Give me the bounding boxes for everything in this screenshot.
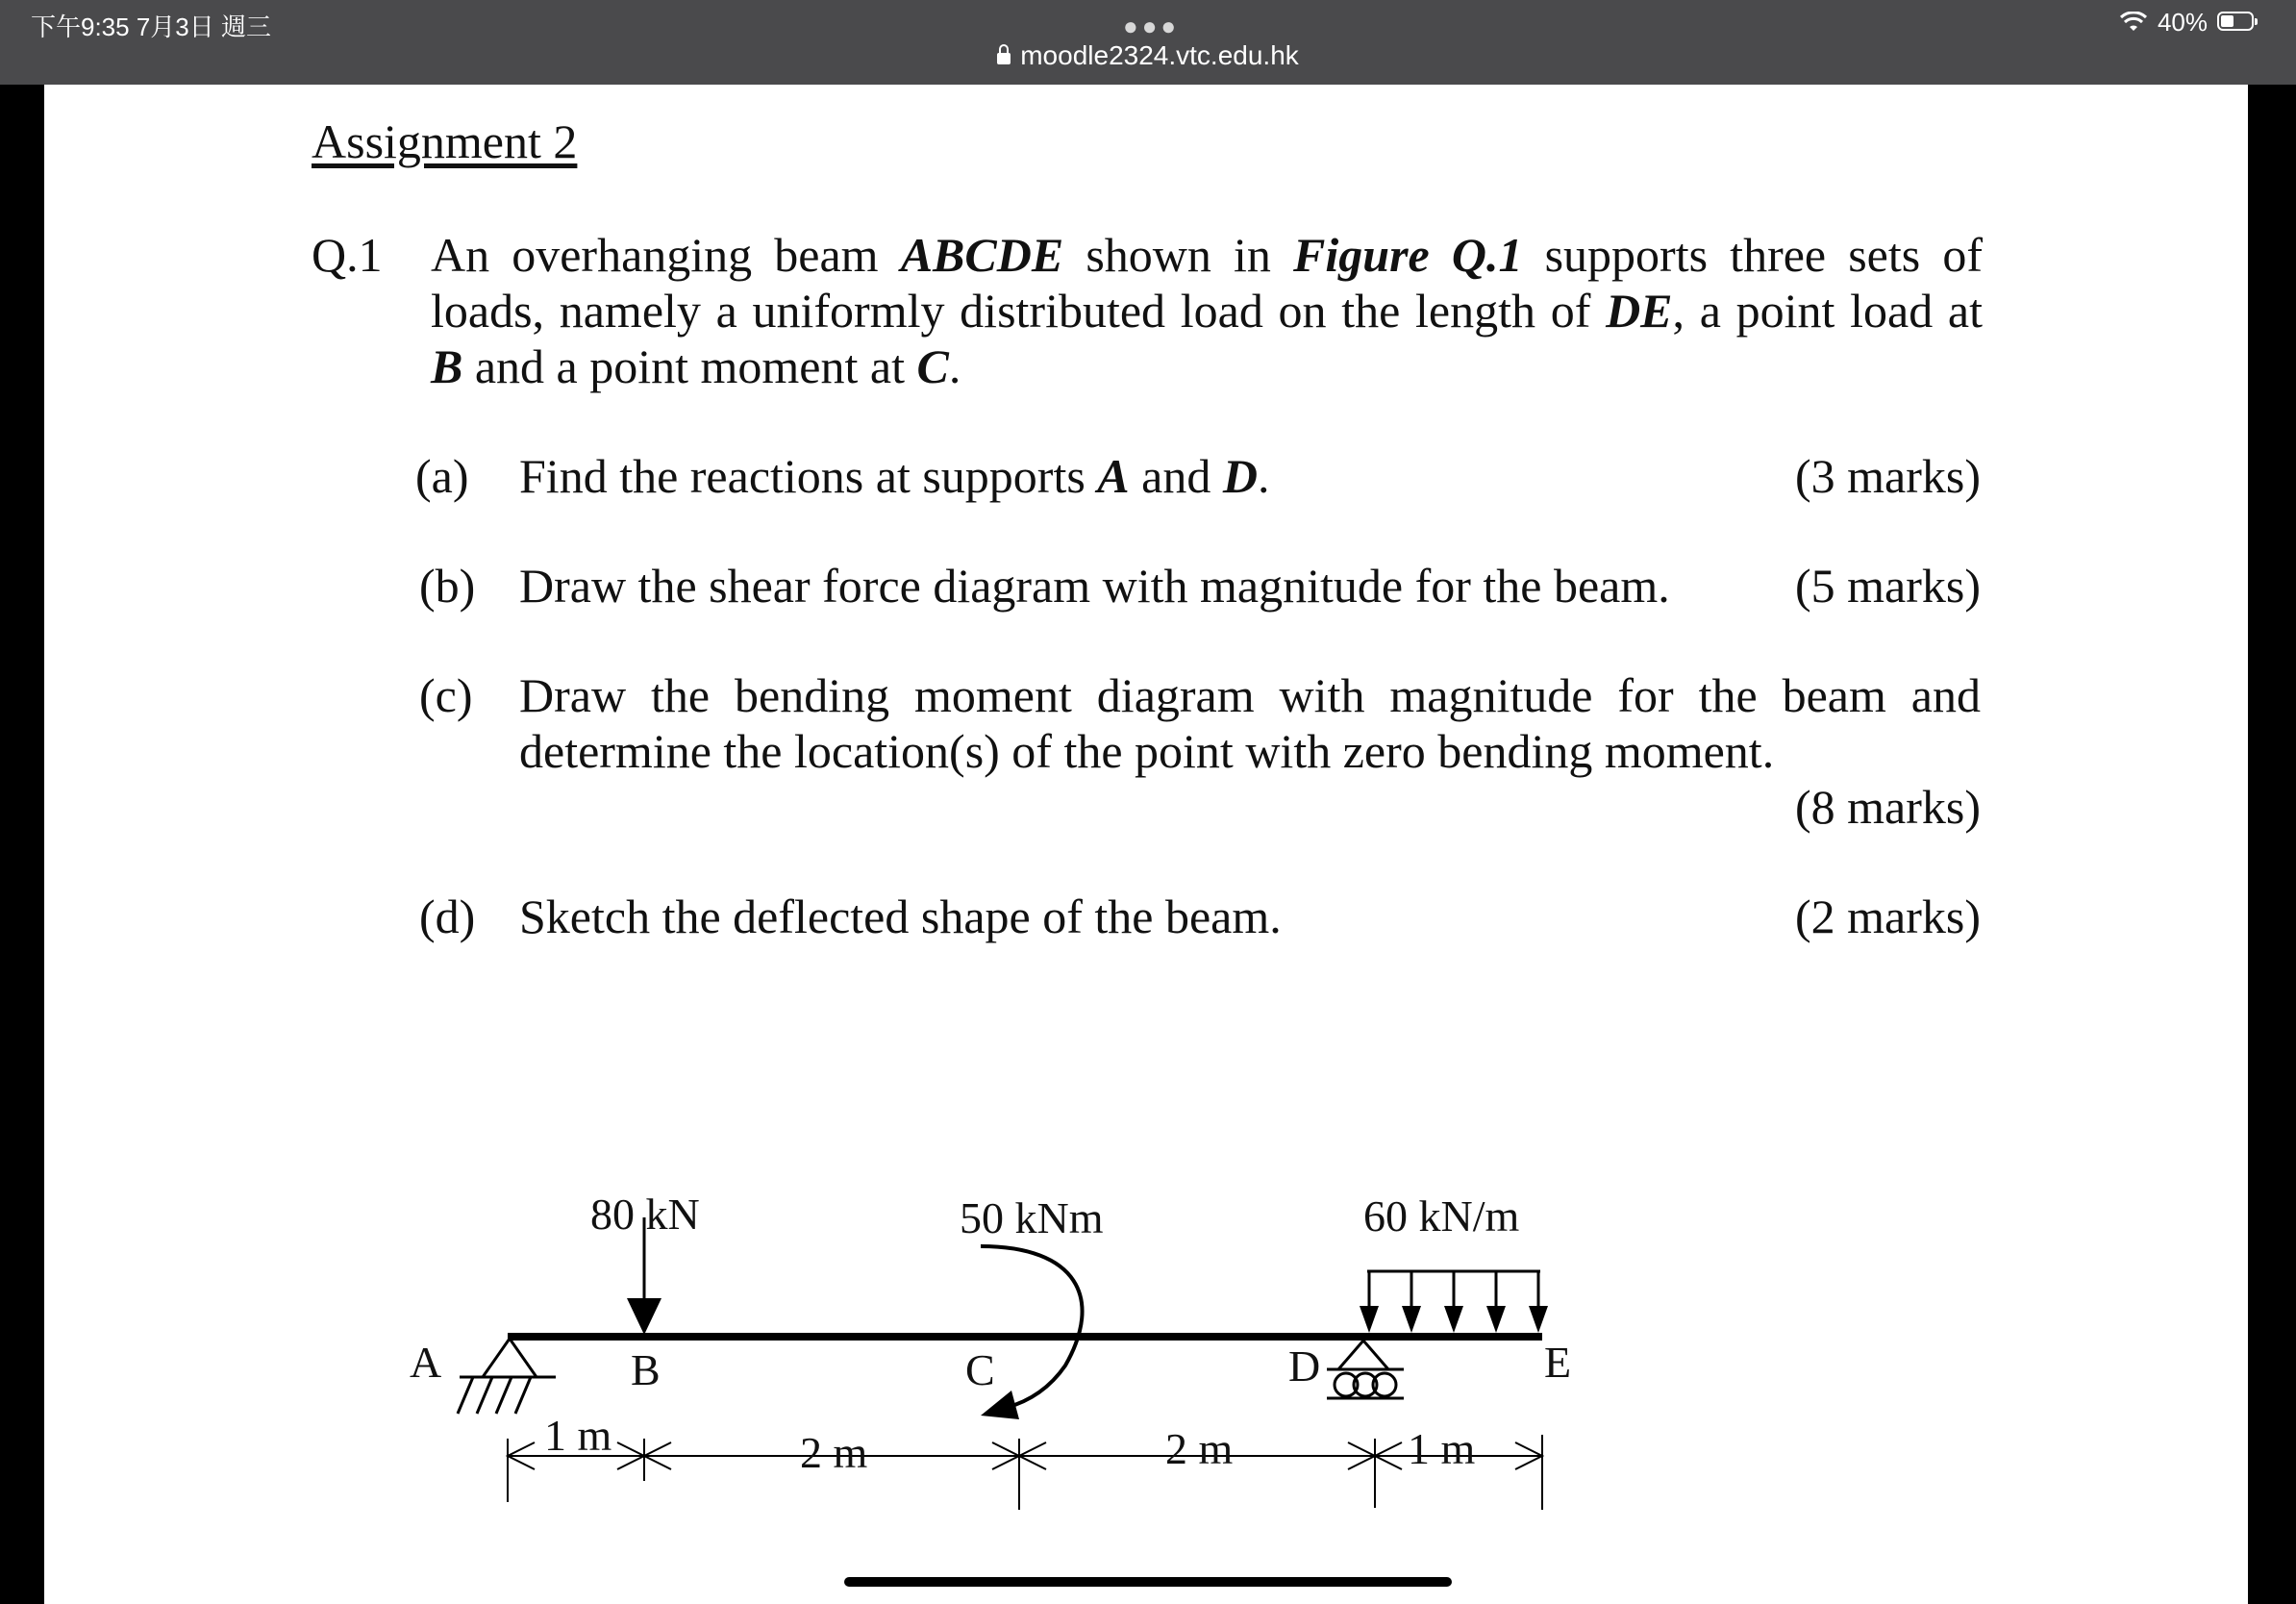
question-number: Q.1 (312, 228, 383, 282)
point-d-label: D (1288, 1341, 1321, 1391)
battery-percent: 40% (2157, 8, 2208, 37)
dim-ab-label: 1 m (544, 1411, 612, 1460)
part-b-marks: (5 marks) (1795, 559, 1981, 613)
part-c-label: (c) (419, 668, 473, 722)
part-a-text: Find the reactions at supports A and D. (519, 449, 1270, 503)
part-a-label: (a) (415, 449, 469, 503)
moment-label: 50 kNm (960, 1193, 1104, 1242)
dim-cd-label: 2 m (1165, 1424, 1234, 1473)
point-c-label: C (965, 1345, 995, 1394)
part-d-label: (d) (419, 890, 476, 943)
part-d-marks: (2 marks) (1795, 890, 1981, 943)
pin-support-icon (458, 1339, 556, 1414)
udl-label: 60 kN/m (1363, 1191, 1520, 1241)
point-a-label: A (410, 1338, 442, 1387)
point-e-label: E (1544, 1338, 1572, 1387)
question-text: An overhanging beam ABCDE shown in Figure Q.1 supports three sets of loads, namely a uniformly distributed load on the length of DE, a point load at B and a point moment at C. (431, 228, 1983, 393)
part-c-text: Draw the bending moment diagram with magnitude for the beam and determine the location(s) of the point with zero bending moment. (519, 668, 1981, 778)
part-d-text: Sketch the deflected shape of the beam. (519, 890, 1282, 943)
part-b-label: (b) (419, 559, 476, 613)
dimension-line (508, 1435, 1542, 1510)
url-text: moodle2324.vtc.edu.hk (1020, 40, 1299, 70)
dim-de-label: 1 m (1408, 1424, 1476, 1473)
part-b-text: Draw the shear force diagram with magnitude for the beam. (519, 559, 1670, 613)
more-dots-icon[interactable]: ●●● (1123, 12, 1181, 40)
roller-support-icon (1327, 1341, 1404, 1398)
point-b-label: B (631, 1345, 661, 1394)
status-time: 下午9:35 7月3日 週三 (31, 13, 271, 41)
part-c-marks: (8 marks) (1795, 780, 1981, 834)
udl-arrows-icon (1360, 1271, 1548, 1333)
page-title: Assignment 2 (312, 114, 578, 168)
point-load-label: 80 kN (590, 1190, 700, 1239)
dim-bc-label: 2 m (800, 1428, 868, 1477)
home-indicator[interactable] (844, 1577, 1452, 1587)
part-a-marks: (3 marks) (1795, 449, 1981, 503)
